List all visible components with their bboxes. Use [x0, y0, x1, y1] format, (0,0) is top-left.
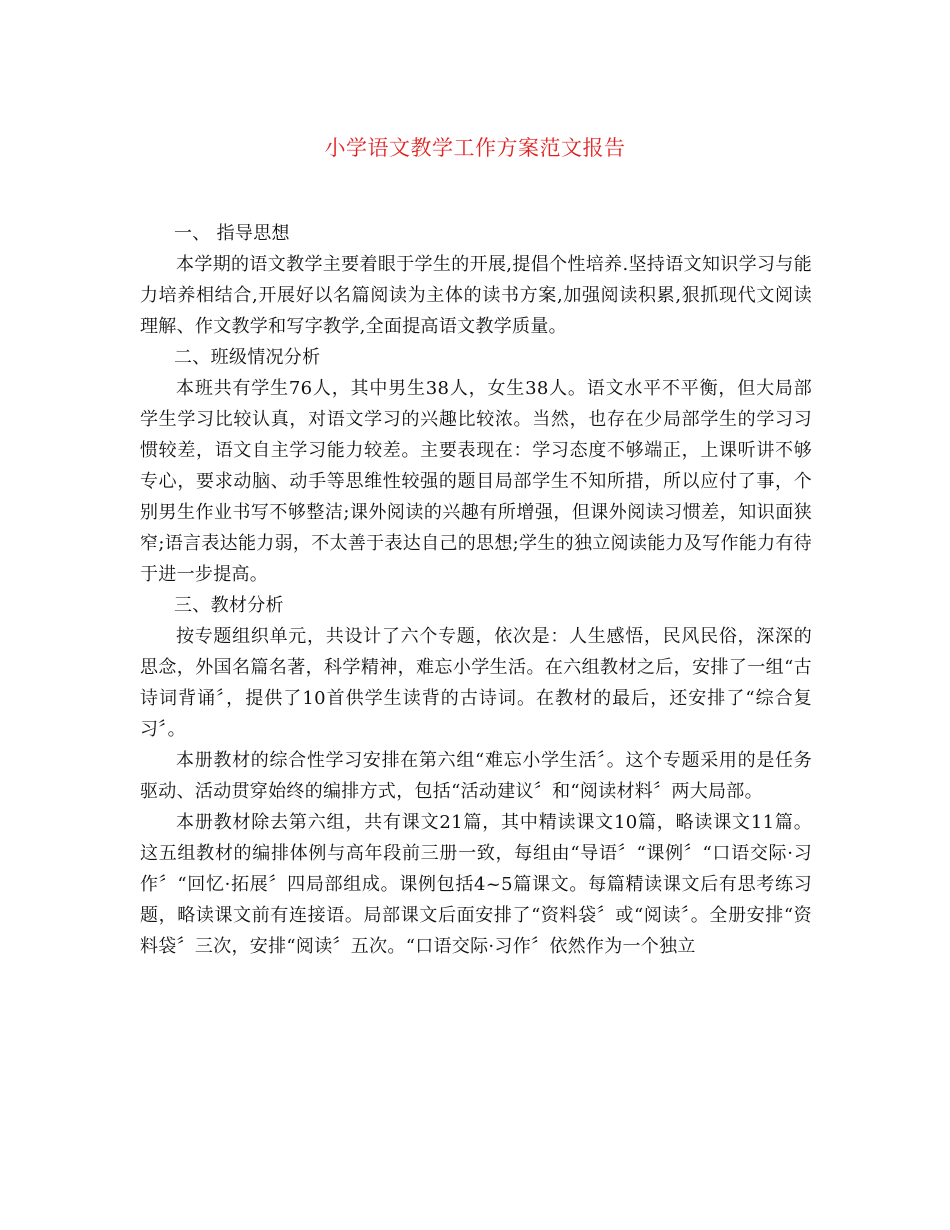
paragraph-textbook-topics: 按专题组织单元，共设计了六个专题，依次是：人生感悟，民风民俗，深深的思念，外国名篇名著，科学精神，难忘小学生活。在六组教材之后，安排了一组“古诗词背诵〞，提供了10首供学生读背的古诗词。在教材的最后，还安排了“综合复习〞。	[140, 626, 812, 740]
document-body	[140, 218, 812, 962]
document-title: 小学语文教学工作方案范文报告	[324, 136, 626, 160]
section-heading-textbook-analysis: 三、教材分析	[174, 595, 284, 616]
paragraph-textbook-structure: 本册教材除去第六组，共有课文21篇，其中精读课文10篇，略读课文11篇。这五组教材的编排体例与高年段前三册一致，每组由“导语〞“课例〞“口语交际·习作〞“回忆·拓展〞四局部组成。课例包括4~5篇课文。每篇精读课文后有思考练习题，略读课文前有连接语。局部课文后面安排了“资料袋〞或“阅读〞。全册安排“资料袋〞三次，安排“阅读〞五次。“口语交际·习作〞依然作为一个独立	[140, 812, 812, 957]
section-heading-class-analysis: 二、班级情况分析	[174, 347, 321, 368]
paragraph-comprehensive-learning: 本册教材的综合性学习安排在第六组“难忘小学生活〞。这个专题采用的是任务驱动、活动贯穿始终的编排方式，包括“活动建议〞和“阅读材料〞两大局部。	[140, 750, 812, 802]
paragraph-class-analysis: 本班共有学生76人，其中男生38人，女生38人。语文水平不平衡，但大局部学生学习比较认真，对语文学习的兴趣比较浓。当然，也存在少局部学生的学习习惯较差，语文自主学习能力较差。主要表现在：学习态度不够端正，上课听讲不够专心，要求动脑、动手等思维性较强的题目局部学生不知所措，所以应付了事，个别男生作业书写不够整洁;课外阅读的兴趣有所增强，但课外阅读习惯差，知识面狭窄;语言表达能力弱，不太善于表达自己的思想;学生的独立阅读能力及写作能力有待于进一步提高。	[140, 378, 812, 585]
paragraph-guiding-ideology: 本学期的语文教学主要着眼于学生的开展,提倡个性培养.坚持语文知识学习与能力培养相结合,开展好以名篇阅读为主体的读书方案,加强阅读积累,狠抓现代文阅读理解、作文教学和写字教学,全面提高语文教学质量。	[140, 254, 812, 337]
section-heading-guiding-ideology: 一、 指导思想	[174, 223, 290, 244]
